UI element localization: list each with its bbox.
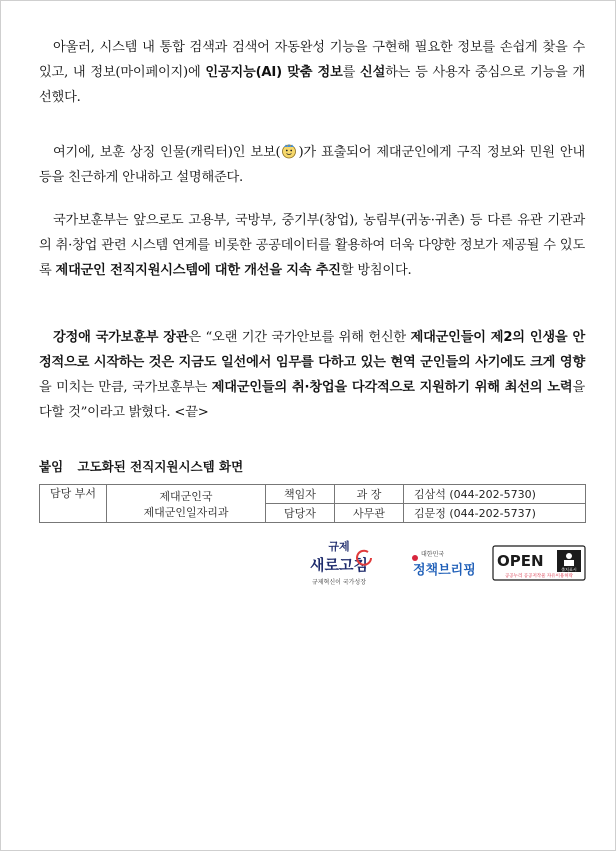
text: 을 다할 것”이라고 밝혔다. <끝> — [39, 380, 585, 420]
open-license-logo — [493, 546, 585, 580]
emphasis-quote-2: 제대군인들의 취·창업을 다각적으로 지원하기 위해 최선의 노력 — [211, 380, 573, 395]
text: 할 방침이다. — [340, 263, 412, 278]
text: 은 “오랜 기간 국가안보를 위해 헌신한 — [188, 330, 411, 345]
regulation-top-text: 규제 — [328, 540, 350, 553]
unit-line-2: 제대군인일자리과 — [143, 505, 229, 519]
regulation-sub-text: 규제혁신이 국가성장 — [311, 579, 367, 586]
open-main-text: OPEN — [497, 552, 544, 570]
role-cell: 담당자 — [266, 504, 335, 523]
emphasis-new: 신설 — [360, 65, 386, 80]
emphasis-system-improvement: 제대군인 전직지원시스템에 대한 개선을 지속 추진 — [55, 263, 341, 278]
attachment-label: 붙임 — [39, 459, 64, 474]
position-cell: 사무관 — [335, 504, 404, 523]
bobo-character-icon — [281, 143, 297, 159]
dept-unit-cell — [107, 485, 266, 523]
table-row — [40, 485, 586, 504]
open-sub-text: 공공누리 공공저작물 자유이용허락 — [504, 574, 574, 579]
open-badge-text: 출처표시 — [561, 567, 577, 572]
text: 여기에, 보훈 상징 인물(캐릭터)인 보보( — [53, 145, 281, 160]
position-cell: 과 장 — [335, 485, 404, 504]
unit-line-1: 제대군인국 — [159, 489, 213, 503]
briefing-main-text: 정책브리핑 — [413, 563, 476, 578]
contact-table — [39, 484, 586, 523]
role-cell: 책임자 — [266, 485, 335, 504]
paragraph-search-features — [39, 35, 585, 110]
dept-label-cell: 담당 부서 — [40, 485, 107, 523]
regulation-refresh-logo — [310, 539, 371, 586]
name-phone-cell: 김삼석 (044-202-5730) — [404, 485, 586, 504]
briefing-dot-icon — [412, 555, 418, 561]
text: 을 미치는 만큼, 국가보훈부는 — [39, 380, 212, 395]
attachment-title: 고도화된 전직지원시스템 화면 — [77, 459, 244, 474]
logo-strip — [301, 536, 591, 596]
text: 아울러, 시스템 내 통합 검색과 검색어 자동완성 기능을 구현해 필요한 정보를 손쉽게 찾을 수 있고, 내 정보(마이페이지)에 — [39, 40, 585, 80]
briefing-small-text: 대한민국 — [421, 551, 445, 558]
paragraph-future-plans — [39, 208, 585, 283]
emphasis-quote-1: 제대군인들이 제2의 인생을 안정적으로 시작하는 것은 지금도 일선에서 임무를 다하고 있는 현역 군인들의 사기에도 크게 영향 — [39, 330, 585, 370]
regulation-main-text: 새로고침 — [310, 556, 368, 574]
policy-briefing-logo — [412, 550, 476, 578]
name-phone-cell: 김문정 (044-202-5737) — [404, 504, 586, 523]
text: )가 표출되어 제대군인에게 구직 정보와 민원 안내 등을 친근하게 안내하고 설명해준다. — [39, 145, 585, 185]
person-icon — [566, 553, 572, 559]
emphasis-minister: 강정애 국가보훈부 장관 — [53, 330, 189, 345]
paragraph-character — [39, 140, 585, 190]
attachment-line — [39, 457, 253, 475]
emphasis-ai-info: 인공지능(AI) 맞춤 정보 — [205, 65, 343, 80]
text: 하는 등 사용자 중심으로 기능을 개선했다. — [39, 65, 585, 105]
paragraph-minister-quote — [39, 325, 585, 425]
text: 를 — [342, 65, 361, 80]
text: 국가보훈부는 앞으로도 고용부, 국방부, 중기부(창업), 농림부(귀농·귀촌) 등 다른 유관 기관과의 취·창업 관련 시스템 연계를 비롯한 공공데이터를 활용하여 더욱 다양한 정보가 제공될 수 있도록 — [39, 213, 585, 278]
